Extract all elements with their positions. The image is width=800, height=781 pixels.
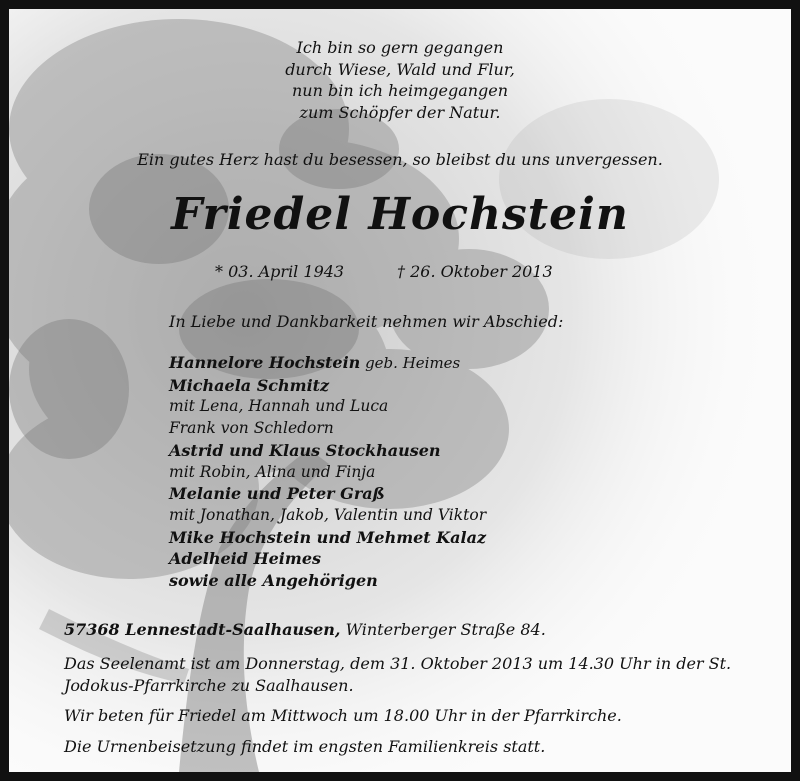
mourner-note: geb. Heimes xyxy=(360,354,461,372)
mourner-family: Frank von Schledorn xyxy=(169,419,334,438)
address-street: Winterberger Straße 84. xyxy=(340,620,546,639)
poem-line: nun bin ich heimgegangen xyxy=(291,81,509,100)
poem-line: Ich bin so gern gegangen xyxy=(296,38,504,57)
poem-line: durch Wiese, Wald und Flur, xyxy=(285,59,515,79)
mourner-name: Michaela Schmitz xyxy=(169,375,330,395)
farewell-line: In Liebe und Dankbarkeit nehmen wir Abschied: xyxy=(169,312,564,331)
mourner-family: mit Robin, Alina und Finja xyxy=(169,462,376,481)
mourner-name: sowie alle Angehörigen xyxy=(169,571,378,591)
mourners-list xyxy=(169,352,486,592)
address xyxy=(64,620,546,639)
mourner-entry xyxy=(169,352,486,375)
deceased-name: Friedel Hochstein xyxy=(171,189,629,240)
urn-burial-notice: Die Urnenbeisetzung findet im engsten Familienkreis statt. xyxy=(64,736,546,756)
mourner-name: Melanie und Peter Graß xyxy=(169,484,385,504)
motto: Ein gutes Herz hast du besessen, so bleibst du uns unvergessen. xyxy=(137,150,663,169)
mourner-name: Adelheid Heimes xyxy=(169,549,321,569)
address-city: 57368 Lennestadt-Saalhausen, xyxy=(64,620,341,639)
mourner-name: Astrid und Klaus Stockhausen xyxy=(169,440,441,460)
birth-date: * 03. April 1943 xyxy=(215,262,345,281)
poem-line: zum Schöpfer der Natur. xyxy=(299,102,501,122)
mourner-name: Mike Hochstein und Mehmet Kalaz xyxy=(169,527,487,547)
service-notices xyxy=(64,653,784,766)
prayer-notice: Wir beten für Friedel am Mittwoch um 18.00 Uhr in der Pfarrkirche. xyxy=(64,706,622,725)
requiem-notice: Das Seelenamt ist am Donnerstag, dem 31. Oktober 2013 um 14.30 Uhr in der St. Jodokus-Pfarrkirche zu Saalhausen. xyxy=(64,654,732,695)
mourner-family: mit Lena, Hannah und Luca xyxy=(169,397,389,416)
death-date: † 26. Oktober 2013 xyxy=(397,262,553,281)
mourner-family: mit Jonathan, Jakob, Valentin und Viktor xyxy=(169,505,487,524)
poem xyxy=(9,37,791,123)
mourner-name: Hannelore Hochstein xyxy=(169,353,361,372)
